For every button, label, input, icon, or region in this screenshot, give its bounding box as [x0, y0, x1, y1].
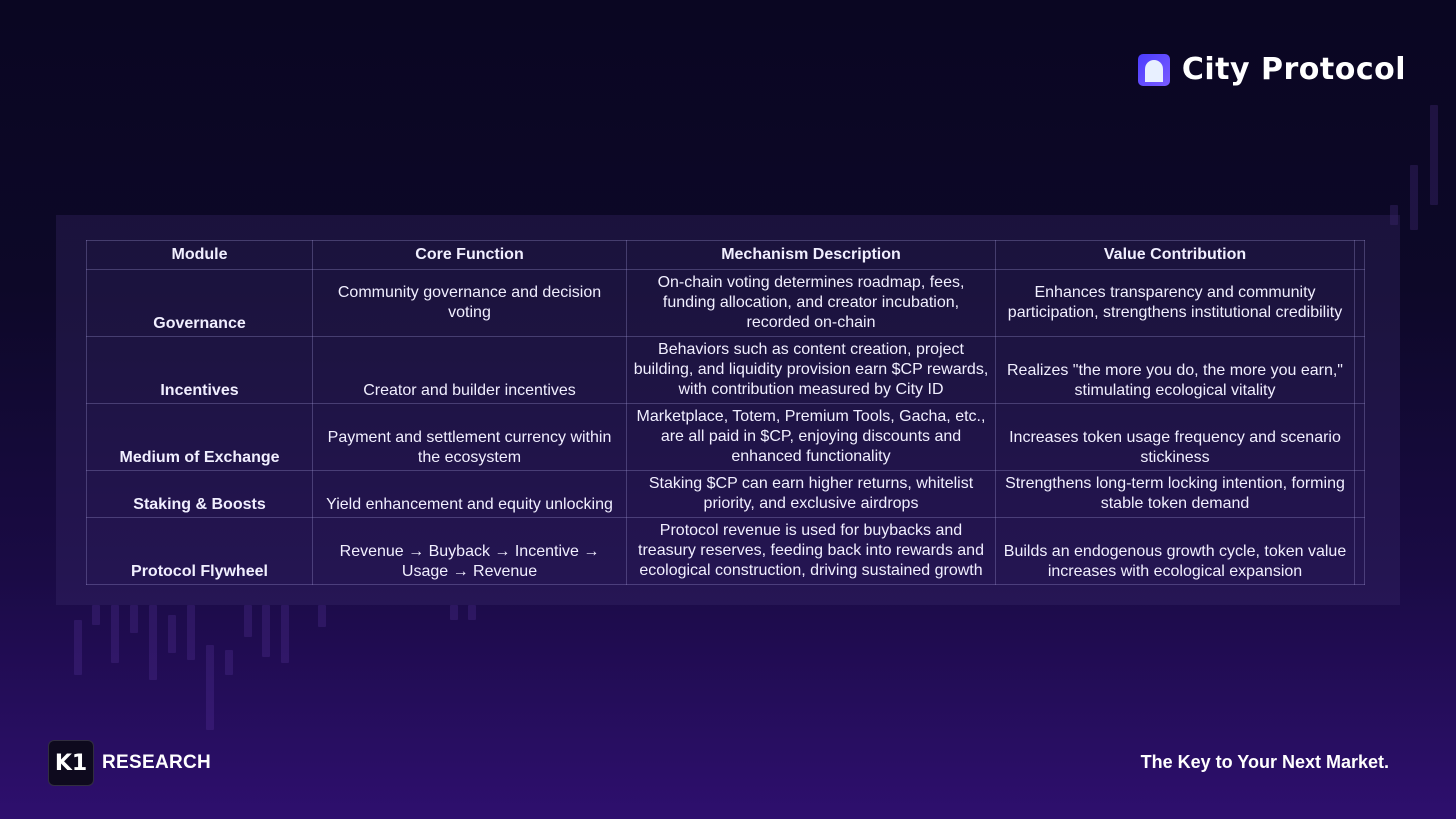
header-mechanism-description: Mechanism Description — [627, 241, 996, 270]
cell-core-function: Community governance and decision voting — [313, 270, 627, 337]
cell-module: Staking & Boosts — [87, 471, 313, 518]
table-row — [87, 471, 1365, 518]
cell-value: Realizes "the more you do, the more you earn," stimulating ecological vitality — [996, 337, 1355, 404]
cell-module: Governance — [87, 270, 313, 337]
cell-value: Strengthens long-term locking intention, forming stable token demand — [996, 471, 1355, 518]
cell-module: Medium of Exchange — [87, 404, 313, 471]
table-row — [87, 337, 1365, 404]
cell-module: Incentives — [87, 337, 313, 404]
cell-empty — [1355, 270, 1365, 337]
cell-empty — [1355, 471, 1365, 518]
cell-value: Enhances transparency and community participation, strengthens institutional credibility — [996, 270, 1355, 337]
cell-mechanism: Protocol revenue is used for buybacks and treasury reserves, feeding back into rewards and ecological construction, driving sustained growth — [627, 518, 996, 585]
header-empty — [1355, 241, 1365, 270]
k1-research-logo — [48, 740, 211, 786]
cell-mechanism: Behaviors such as content creation, project building, and liquidity provision earn $CP rewards, with contribution measured by City ID — [627, 337, 996, 404]
city-protocol-logo-icon — [1138, 54, 1170, 86]
cell-empty — [1355, 518, 1365, 585]
table-row — [87, 270, 1365, 337]
cell-empty — [1355, 337, 1365, 404]
cell-mechanism: Staking $CP can earn higher returns, whitelist priority, and exclusive airdrops — [627, 471, 996, 518]
city-protocol-logo — [1138, 52, 1406, 87]
tagline: The Key to Your Next Market. — [1140, 752, 1389, 772]
cell-core-function: Revenue → Buyback → Incentive → Usage → Revenue — [313, 518, 627, 585]
table-row — [87, 404, 1365, 471]
table-row — [87, 518, 1365, 585]
cell-value: Builds an endogenous growth cycle, token value increases with ecological expansion — [996, 518, 1355, 585]
cell-core-function: Yield enhancement and equity unlocking — [313, 471, 627, 518]
k1-logo-icon: K1 — [48, 740, 94, 786]
cell-core-function: Creator and builder incentives — [313, 337, 627, 404]
cell-module: Protocol Flywheel — [87, 518, 313, 585]
header-module: Module — [87, 241, 313, 270]
token-utility-table — [86, 240, 1365, 585]
table-header-row — [87, 241, 1365, 270]
research-label: RESEARCH — [102, 752, 212, 773]
cell-mechanism: Marketplace, Totem, Premium Tools, Gacha, etc., are all paid in $CP, enjoying discounts and enhanced functionality — [627, 404, 996, 471]
cell-core-function: Payment and settlement currency within the ecosystem — [313, 404, 627, 471]
brand-name: City Protocol — [1181, 52, 1406, 87]
header-value-contribution: Value Contribution — [996, 241, 1355, 270]
header-core-function: Core Function — [313, 241, 627, 270]
cell-mechanism: On-chain voting determines roadmap, fees, funding allocation, and creator incubation, recorded on-chain — [627, 270, 996, 337]
cell-empty — [1355, 404, 1365, 471]
cell-value: Increases token usage frequency and scenario stickiness — [996, 404, 1355, 471]
